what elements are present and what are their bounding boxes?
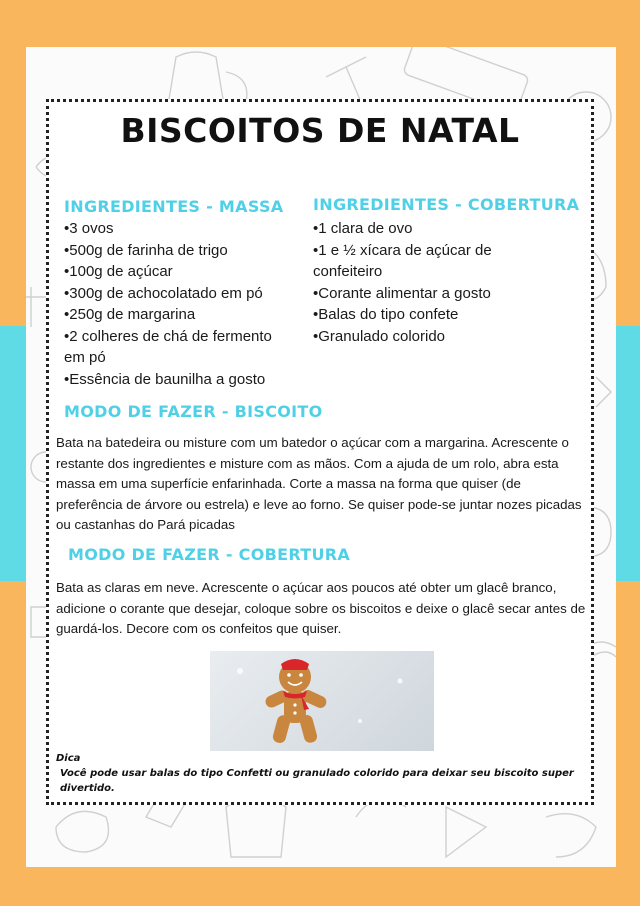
gingerbread-cookie-photo: [210, 651, 434, 751]
dough-ingredients-list: [64, 218, 296, 390]
cookie-method-text: Bata na batedeira ou misture com um batedor o açúcar com a margarina. Acrescente o restante dos ingredientes e misture com as mãos. Com a ajuda de um rolo, abra esta massa em uma superfície enfarinhada. Corte a massa na forma que quiser (de preferência de árvore ou estrela) e leve ao forno. Se quiser pode-se juntar nozes picadas ou castanhas do Pará picadas: [56, 435, 582, 532]
list-item: • 500g de farinha de trigo: [64, 240, 296, 262]
list-item: • 3 ovos: [64, 218, 296, 240]
list-item: • 1 e ½ xícara de açúcar de confeiteiro: [313, 240, 513, 283]
dough-ingredients-heading: INGREDIENTES - MASSA: [64, 197, 284, 216]
list-item: • Corante alimentar a gosto: [313, 283, 513, 305]
list-item: • 1 clara de ovo: [313, 218, 513, 240]
gingerbread-man-icon: [210, 651, 434, 751]
list-item: • 100g de açúcar: [64, 261, 296, 283]
tip-box: [56, 751, 576, 796]
cookie-method-heading: MODO DE FAZER - BISCOITO: [64, 402, 323, 421]
list-item: • Balas do tipo confete: [313, 304, 513, 326]
list-item: • 2 colheres de chá de fermento em pó: [64, 326, 296, 369]
list-item: • 250g de margarina: [64, 304, 296, 326]
topping-method-text: Bata as claras em neve. Acrescente o açúcar aos poucos até obter um glacê branco, adicione o corante que desejar, coloque sobre os biscoitos e deixe o glacê secar antes de guardá-los. Decore com os confeitos que quiser.: [56, 580, 586, 636]
list-item: • 300g de achocolatado em pó: [64, 283, 296, 305]
list-item: • Essência de baunilha a gosto: [64, 369, 296, 391]
topping-ingredients-heading: INGREDIENTES - COBERTURA: [313, 195, 580, 214]
list-item: • Granulado colorido: [313, 326, 513, 348]
topping-ingredients-list: [313, 218, 513, 347]
tip-text: Você pode usar balas do tipo Confetti ou granulado colorido para deixar seu biscoito super divertido.: [60, 768, 574, 794]
topping-method-heading: MODO DE FAZER - COBERTURA: [68, 545, 351, 564]
page-title: BISCOITOS DE NATAL: [120, 111, 520, 150]
tip-label: Dica: [56, 753, 81, 764]
